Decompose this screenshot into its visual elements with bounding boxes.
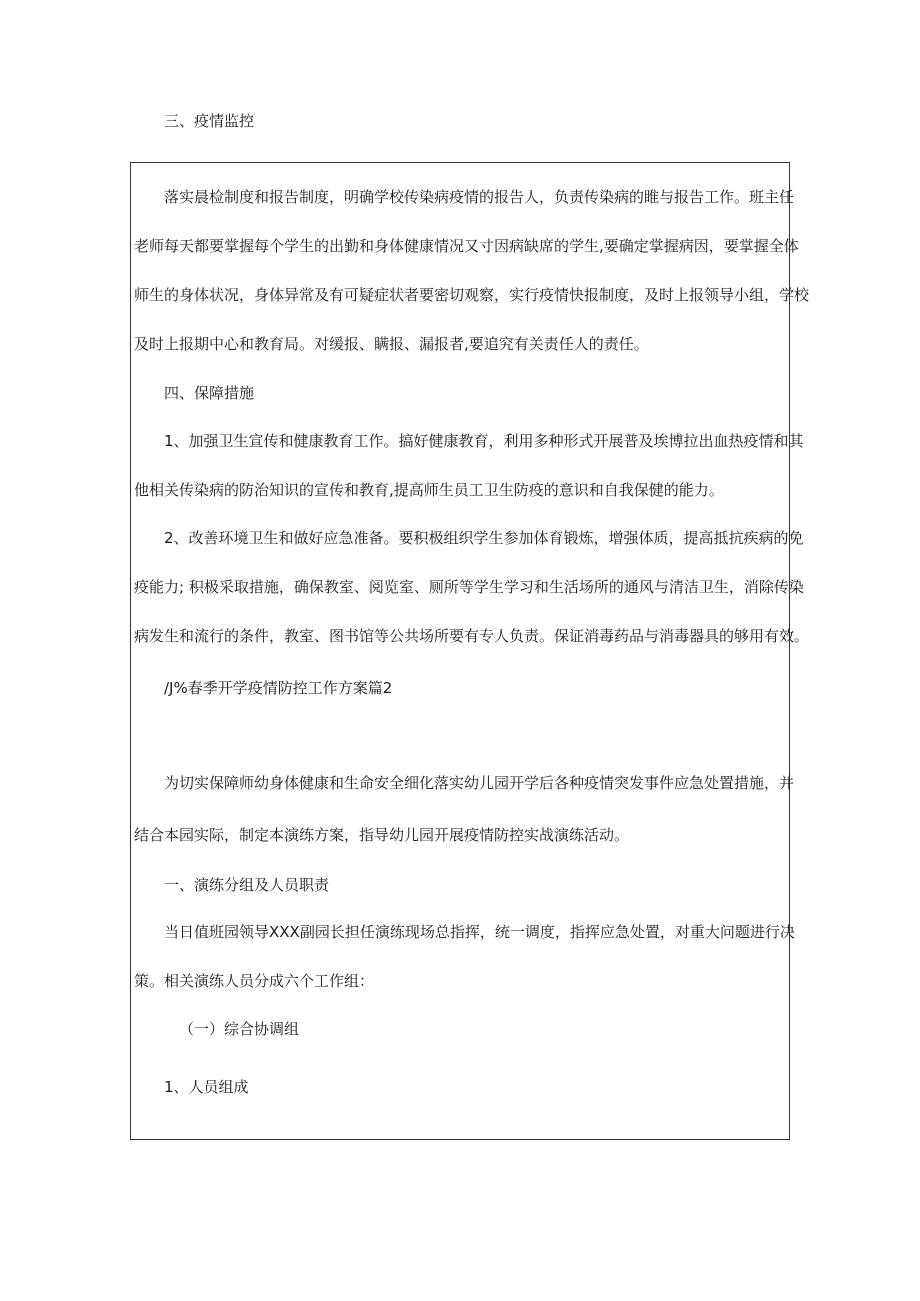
paragraph-intro-line: 为切实保障师幼身体健康和生命安全细化落实幼儿园开学后各种疫情突发事件应急处置措施，并 — [164, 774, 795, 792]
section-heading-drill-groups: 一、演练分组及人员职责 — [164, 876, 330, 894]
section-heading-monitoring: 三、疫情监控 — [164, 112, 255, 130]
paragraph-monitoring-line: 落实晨检制度和报告制度，明确学校传染病疫情的报告人，负责传染病的睢与报告工作。班主任 — [164, 188, 795, 206]
paragraph-monitoring-line: 老师每天都要掌握每个学生的出勤和身体健康情况又寸因病缺席的学生,要确定掌握病因，要掌握全体 — [134, 237, 799, 255]
members-heading: 1、人员组成 — [164, 1078, 249, 1096]
paragraph-duty-line: 策。相关演练人员分成六个工作组： — [134, 972, 375, 990]
paragraph-measure-1-line: 他相关传染病的防治知识的宣传和教育,提高师生员工卫生防疫的意识和自我保健的能力。 — [134, 481, 724, 499]
group-heading-coordination: （一）综合协调组 — [179, 1020, 300, 1038]
paragraph-intro-line: 结合本园实际，制定本演练方案，指导幼儿园开展疫情防控实战演练活动。 — [134, 826, 630, 844]
paragraph-measure-2-line: 病发生和流行的条件，教室、图书馆等公共场所要有专人负责。保证消毒药品与消毒器具的够用有效。 — [134, 627, 810, 645]
part-2-title: /J%春季开学疫情防控工作方案篇2 — [164, 679, 393, 697]
paragraph-monitoring-line: 师生的身体状况，身体异常及有可疑症状者要密切观察，实行疫情快报制度，及时上报领导小组，学校 — [134, 286, 810, 304]
section-heading-measures: 四、保障措施 — [164, 384, 255, 402]
paragraph-measure-2-line: 2、改善环境卫生和做好应急准备。要积极组织学生参加体育锻炼，增强体质，提高抵抗疾病的免 — [164, 529, 804, 547]
paragraph-monitoring-line: 及时上报期中心和教育局。对缓报、瞒报、漏报者,要追究有关责任人的责任。 — [134, 335, 649, 353]
paragraph-duty-line: 当日值班园领导XXX副园长担任演练现场总指挥，统一调度，指挥应急处置，对重大问题进行决 — [164, 923, 795, 941]
content-frame — [130, 162, 790, 1140]
paragraph-measure-1-line: 1、加强卫生宣传和健康教育工作。搞好健康教育，利用多种形式开展普及埃博拉出血热疫情和其 — [164, 432, 804, 450]
paragraph-measure-2-line: 疫能力; 积极采取措施，确保教室、阅览室、厕所等学生学习和生活场所的通风与清洁卫生，消除传染 — [134, 578, 804, 596]
